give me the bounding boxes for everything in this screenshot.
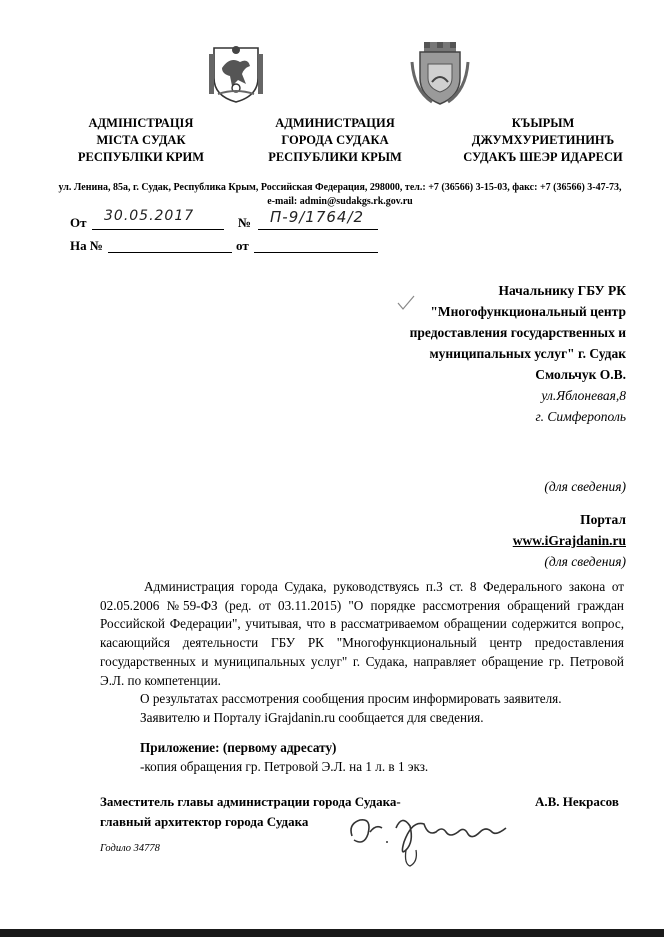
header-ru: АДМИНИСТРАЦИЯ ГОРОДА СУДАКА РЕСПУБЛИКИ КРЫМ: [268, 116, 402, 164]
crimea-coat-of-arms-icon: [208, 44, 264, 104]
from-label: От: [70, 215, 87, 230]
number-label: №: [238, 215, 252, 230]
contact-info: [30, 181, 650, 209]
header-ua: АДМІНІСТРАЦІЯ МІСТА СУДАК РЕСПУБЛІКИ КРИМ: [77, 116, 205, 164]
sudak-coat-of-arms-icon: [410, 42, 470, 106]
body-paragraph-3: Заявителю и Порталу iGrajdanin.ru сообщается для сведения.: [140, 709, 484, 725]
portal-site: www.iGrajdanin.ru: [512, 533, 626, 548]
executor-info: Годило 34778: [100, 843, 160, 854]
header-crh: КЪЫРЫМ ДЖУМХУРИЕТИНИНЪ СУДАКЪ ШЕЭР ИДАРЕСИ: [463, 116, 623, 164]
contact-address-line: ул. Ленина, 85а, г. Судак, Республика Крым, Российская Федерация, 298000, тел.: +7 (36566) 3-15-03, факс: +7 (36566) 3-47-73,: [58, 182, 622, 193]
attachment-title: Приложение: (первому адресату): [140, 740, 337, 755]
signatory-name: А.В. Некрасов: [535, 794, 619, 809]
addressee-block: Начальнику ГБУ РК "Многофункциональный центр предоставления государственных и муниципальных услуг" г. Судак Смольчук О.В. ул.Яблоневая,8 г. Симферополь: [409, 283, 626, 424]
info-note: (для сведения): [544, 479, 626, 494]
contact-email-line: e-mail: admin@sudakgs.rk.gov.ru: [267, 196, 413, 207]
body-paragraph-1: Администрация города Судака, руководствуясь п.3 ст. 8 Федерального закона от 02.05.2006 №59-ФЗ (ред. от 03.11.2015) "О порядке рассмотрения обращений граждан Российской Федерации", учитывая, что в рассматриваемом обращении содержится вопрос, касающийся деятельности ГБУ РК "Многофункциональный центр предоставления государственных и муниципальных услуг" г. Судака, направляет обращение гр. Петровой Э.Л. по компетенции.: [100, 579, 624, 688]
reply-date-label: от: [236, 238, 249, 253]
reply-number-label: На №: [70, 238, 103, 253]
portal-block: Портал www.iGrajdanin.ru (для сведения): [512, 512, 626, 569]
body-paragraph-2: О результатах рассмотрения сообщения просим информировать заявителя.: [140, 691, 562, 707]
scan-edge: [0, 929, 664, 937]
letter-body: [100, 578, 624, 728]
handwritten-signature-icon: [346, 806, 514, 872]
signatory-position: Заместитель главы администрации города Судака- главный архитектор города Судака: [100, 794, 401, 829]
attachment-item: -копия обращения гр. Петровой Э.Л. на 1 л. в 1 экз.: [140, 759, 429, 774]
from-date: 30.05.2017: [104, 208, 195, 224]
outgoing-number: П-9/1764/2: [270, 208, 365, 226]
